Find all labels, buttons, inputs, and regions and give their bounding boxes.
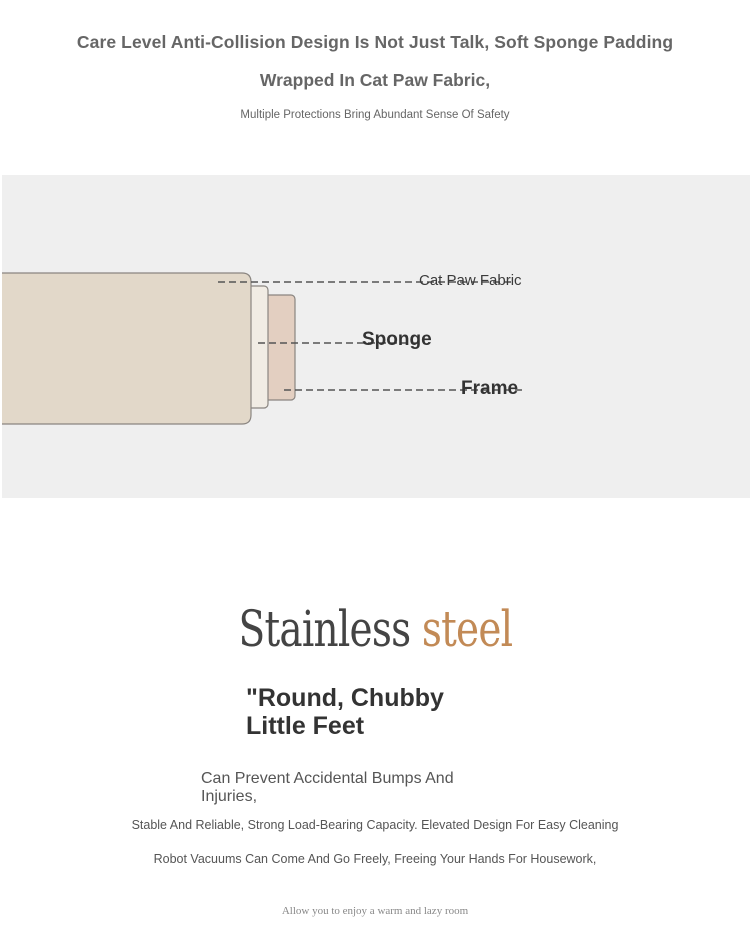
title-word-steel: steel — [421, 600, 513, 658]
footer-caption: Allow you to enjoy a warm and lazy room — [281, 905, 469, 917]
label-frame: Frame — [461, 378, 519, 399]
label-sponge: Sponge — [362, 329, 432, 350]
title-word-stainless: Stainless — [238, 600, 411, 658]
stainless-steel-title — [83, 600, 668, 658]
fabric-layer — [2, 273, 251, 424]
feature-description-line-2: Robot Vacuums Can Come And Go Freely, Freeing Your Hands For Housework, — [153, 852, 597, 866]
header-line-2: Wrapped In Cat Paw Fabric, — [259, 70, 491, 90]
label-cat-paw-fabric: Cat Paw Fabric — [419, 272, 522, 289]
feature-quote: "Round, Chubby Little Feet — [246, 684, 444, 740]
header-line-1: Care Level Anti-Collision Design Is Not Just Talk, Soft Sponge Padding — [76, 32, 674, 52]
feature-prevent-text: Can Prevent Accidental Bumps And Injuries, — [201, 770, 454, 805]
header-subtitle: Multiple Protections Bring Abundant Sense Of Safety — [240, 109, 510, 121]
feature-description-line-1: Stable And Reliable, Strong Load-Bearing Capacity. Elevated Design For Easy Cleaning — [131, 818, 619, 832]
